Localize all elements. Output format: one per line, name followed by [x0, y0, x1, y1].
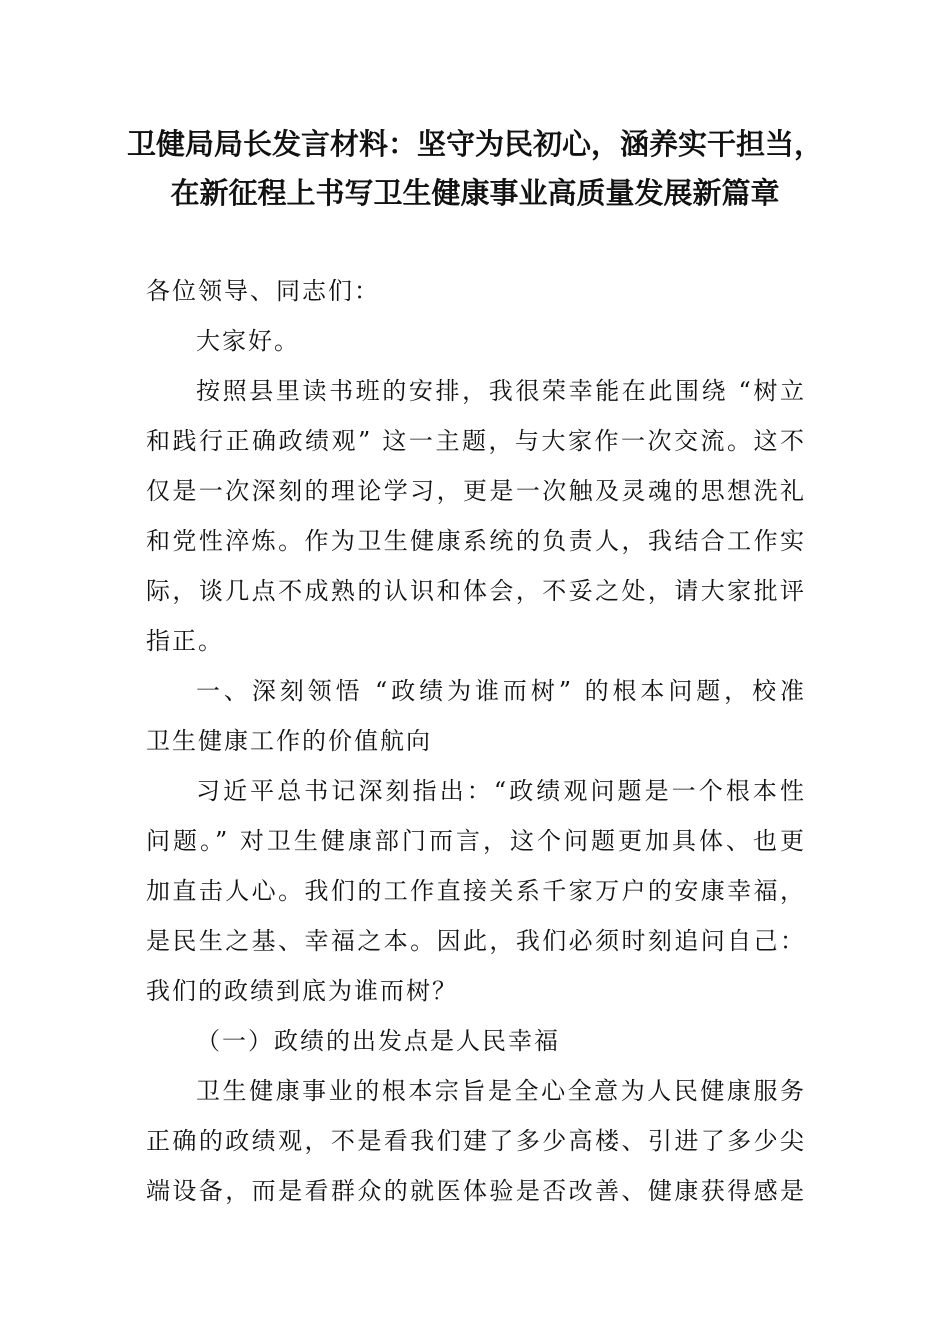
paragraph-line: 和践行正确政绩观” 这一主题，与大家作一次交流。这不: [146, 427, 806, 455]
document-title-line-2: 在新征程上书写卫生健康事业高质量发展新篇章: [170, 176, 780, 210]
paragraph-line: 正确的政绩观，不是看我们建了多少高楼、引进了多少尖: [146, 1127, 806, 1155]
paragraph-line: 我们的政绩到底为谁而树？: [146, 977, 458, 1005]
paragraph-line: 仅是一次深刻的理论学习，更是一次触及灵魂的思想洗礼: [146, 477, 806, 505]
document-title-line-1: 卫健局局长发言材料：坚守为民初心，涵养实干担当，: [126, 127, 823, 161]
paragraph-line: 端设备，而是看群众的就医体验是否改善、健康获得感是: [146, 1177, 806, 1205]
paragraph-line: 卫生健康事业的根本宗旨是全心全意为人民健康服务: [196, 1077, 806, 1105]
paragraph-line: 际，谈几点不成熟的认识和体会，不妥之处，请大家批评: [146, 577, 806, 605]
paragraph-line: 问题。” 对卫生健康部门而言，这个问题更加具体、也更: [146, 827, 806, 855]
paragraph-line: 指正。: [146, 627, 224, 655]
paragraph-line: 和党性淬炼。作为卫生健康系统的负责人，我结合工作实: [146, 527, 806, 555]
salutation: 各位领导、同志们：: [146, 277, 380, 305]
section-heading-line: 卫生健康工作的价值航向: [146, 727, 432, 755]
paragraph-line: 习近平总书记深刻指出：“政绩观问题是一个根本性: [196, 777, 806, 805]
paragraph-line: 按照县里读书班的安排，我很荣幸能在此围绕 “树立: [196, 377, 806, 405]
paragraph-line: 加直击人心。我们的工作直接关系千家万户的安康幸福，: [146, 877, 806, 905]
subsection-heading: （一）政绩的出发点是人民幸福: [196, 1027, 560, 1055]
greeting: 大家好。: [196, 327, 300, 355]
paragraph-line: 是民生之基、幸福之本。因此，我们必须时刻追问自己：: [146, 927, 806, 955]
section-heading-line: 一、深刻领悟 “政绩为谁而树” 的根本问题，校准: [196, 677, 806, 705]
